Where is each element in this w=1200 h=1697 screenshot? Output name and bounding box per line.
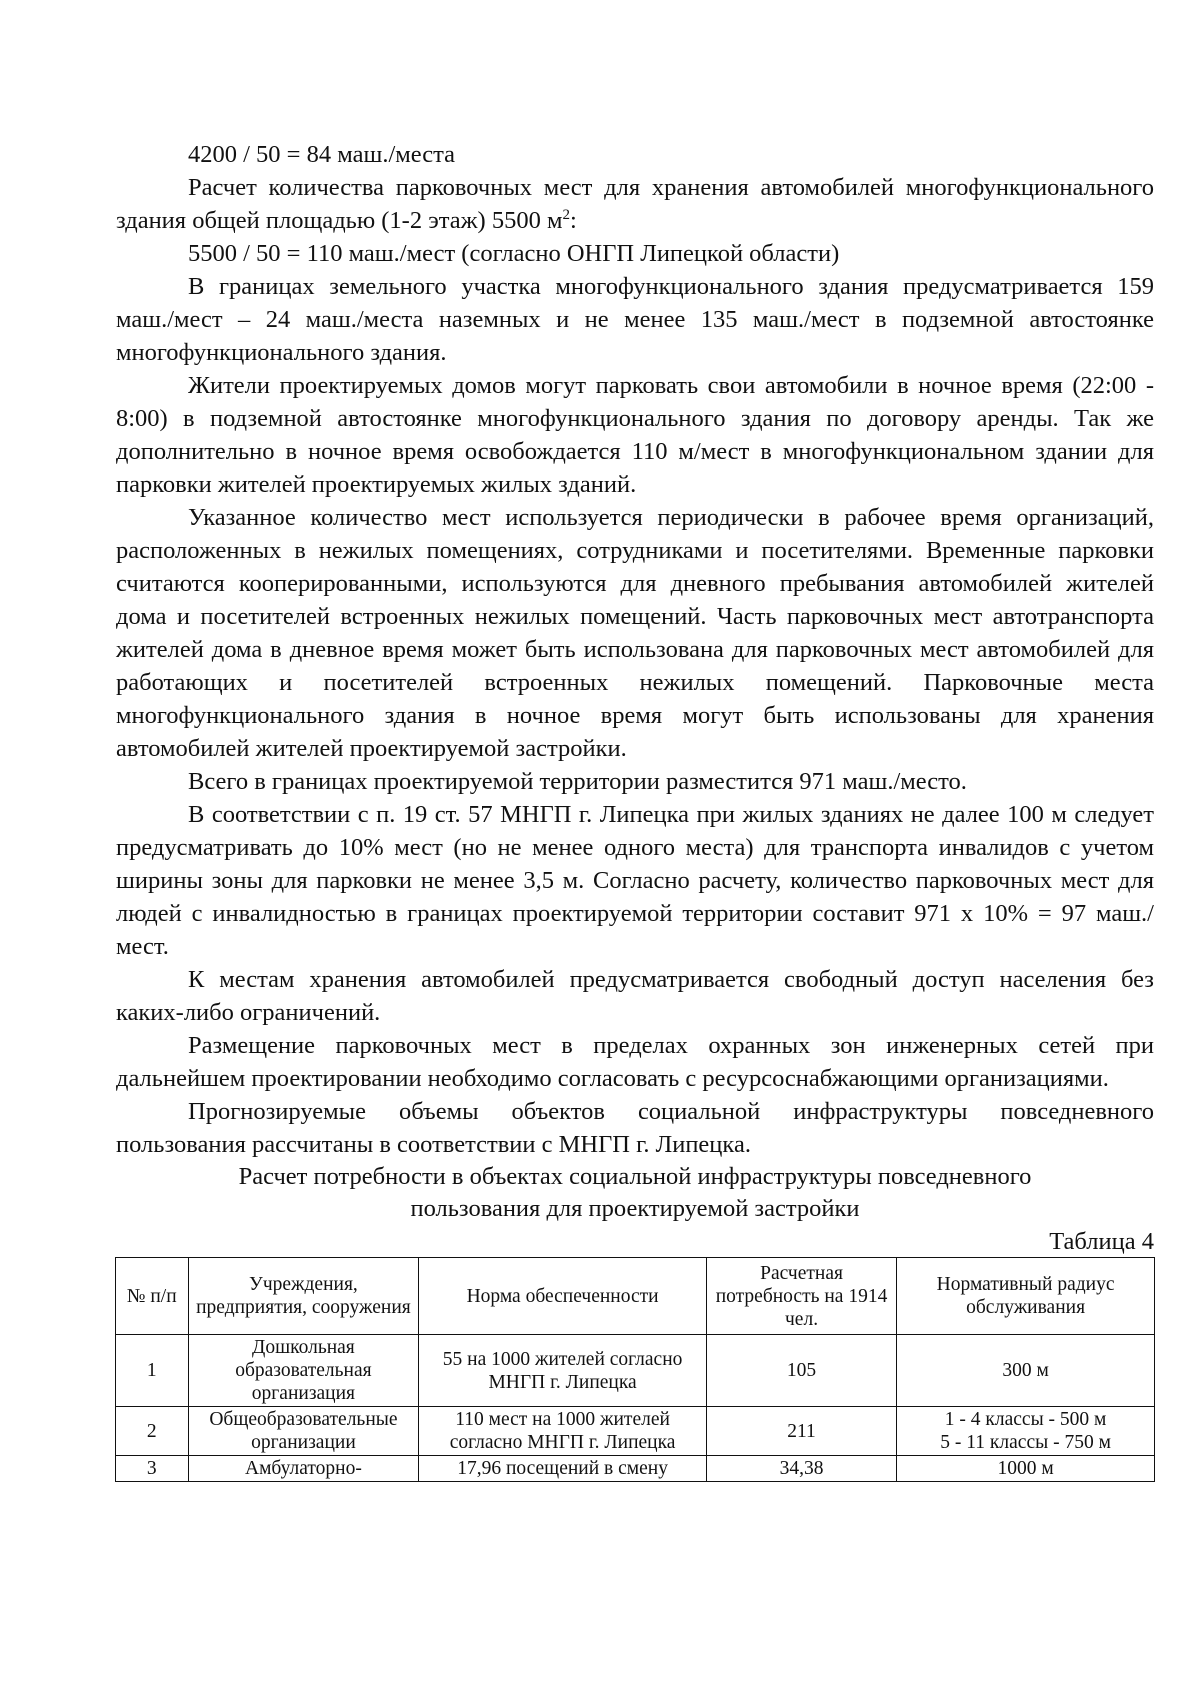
cell-radius: 300 м bbox=[897, 1335, 1155, 1407]
cell-radius bbox=[897, 1407, 1155, 1456]
cell-radius-line1: 1 - 4 классы - 500 м bbox=[944, 1409, 1107, 1430]
cell-institution: Дошкольная образовательная организация bbox=[188, 1335, 419, 1407]
table-row bbox=[116, 1335, 1155, 1407]
cell-norm: 110 мест на 1000 жителей согласно МНГП г. Липецка bbox=[419, 1407, 707, 1456]
cell-norm: 17,96 посещений в смену bbox=[419, 1456, 707, 1482]
paragraph-social-infrastructure: Прогнозируемые объемы объектов социальной инфраструктуры повседневного пользования рассчитаны в соответствии с МНГП г. Липецка. bbox=[116, 1098, 1154, 1158]
paragraph-multifunctional-calc bbox=[116, 171, 1154, 237]
header-radius: Нормативный радиус обслуживания bbox=[897, 1258, 1155, 1335]
paragraph-total-971: Всего в границах проектируемой территории разместится 971 маш./место. bbox=[188, 768, 967, 795]
paragraph-calc-110: 5500 / 50 = 110 маш./мест (согласно ОНГП Липецкой области) bbox=[188, 240, 840, 267]
header-need: Расчетная потребность на 1914 чел. bbox=[706, 1258, 896, 1335]
cell-radius-line2: 5 - 11 классы - 750 м bbox=[940, 1432, 1111, 1453]
paragraph-colon: : bbox=[569, 207, 577, 234]
cell-num: 1 bbox=[116, 1335, 189, 1407]
paragraph-residents-parking: Жители проектируемых домов могут парковать свои автомобили в ночное время (22:00 - 8:00) в подземной автостоянке многофункционального здания по договору аренды. Так же дополнительно в ночное время освобождается 110 м/мест в многофункциональном здании для парковки жителей проектируемых жилых зданий. bbox=[116, 372, 1154, 498]
cell-num: 3 bbox=[116, 1456, 189, 1482]
social-infrastructure-table bbox=[115, 1257, 1155, 1482]
paragraph-calc-84: 4200 / 50 = 84 маш./места bbox=[188, 141, 455, 168]
table-label: Таблица 4 bbox=[1049, 1228, 1154, 1255]
paragraph-protection-zones: Размещение парковочных мест в пределах охранных зон инженерных сетей при дальнейшем проектировании необходимо согласовать с ресурсоснабжающими организациями. bbox=[116, 1032, 1154, 1092]
document-page bbox=[116, 138, 1154, 1482]
header-institution: Учреждения, предприятия, сооружения bbox=[188, 1258, 419, 1335]
header-num: № п/п bbox=[116, 1258, 189, 1335]
table-title-line1: Расчет потребности в объектах социальной инфраструктуры повседневного bbox=[238, 1163, 1032, 1190]
cell-institution: Общеобразовательные организации bbox=[188, 1407, 419, 1456]
cell-need: 34,38 bbox=[706, 1456, 896, 1482]
table-row bbox=[116, 1456, 1155, 1482]
cell-need: 105 bbox=[706, 1335, 896, 1407]
paragraph-parking-usage: Указанное количество мест используется периодически в рабочее время организаций, расположенных в нежилых помещениях, сотрудниками и посетителями. Временные парковки считаются кооперированными, используются для дневного пребывания автомобилей жителей дома и посетителей встроенных нежилых помещений. Часть парковочных мест автотранспорта жителей дома в дневное время может быть использована для парковочных мест автомобилей для работающих и посетителей встроенных нежилых помещений. Парковочные места многофункционального здания в ночное время могут быть использованы для хранения автомобилей жителей проектируемой застройки. bbox=[116, 504, 1154, 762]
header-norm: Норма обеспеченности bbox=[419, 1258, 707, 1335]
paragraph-land-plot: В границах земельного участка многофункционального здания предусматривается 159 маш./мест – 24 маш./места наземных и не менее 135 маш./мест в подземной автостоянке многофункционального здания. bbox=[116, 273, 1154, 366]
paragraph-free-access: К местам хранения автомобилей предусматривается свободный доступ населения без каких-либо ограничений. bbox=[116, 966, 1154, 1026]
cell-institution: Амбулаторно- bbox=[188, 1456, 419, 1482]
table-title-line2: пользования для проектируемой застройки bbox=[410, 1195, 860, 1222]
superscript-2: 2 bbox=[562, 206, 570, 223]
cell-radius: 1000 м bbox=[897, 1456, 1155, 1482]
cell-norm: 55 на 1000 жителей согласно МНГП г. Липецка bbox=[419, 1335, 707, 1407]
cell-need: 211 bbox=[706, 1407, 896, 1456]
paragraph-multifunctional-calc-text: Расчет количества парковочных мест для хранения автомобилей многофункционального здания общей площадью (1-2 этаж) 5500 м bbox=[116, 174, 1154, 234]
paragraph-disabled-parking: В соответствии с п. 19 ст. 57 МНГП г. Липецка при жилых зданиях не далее 100 м следует предусматривать до 10% мест (но не менее одного места) для транспорта инвалидов с учетом ширины зоны для парковки не менее 3,5 м. Согласно расчету, количество парковочных мест для людей с инвалидностью в границах проектируемой территории составит 971 х 10% = 97 маш./мест. bbox=[116, 801, 1154, 960]
cell-num: 2 bbox=[116, 1407, 189, 1456]
table-header-row bbox=[116, 1258, 1155, 1335]
table-row bbox=[116, 1407, 1155, 1456]
